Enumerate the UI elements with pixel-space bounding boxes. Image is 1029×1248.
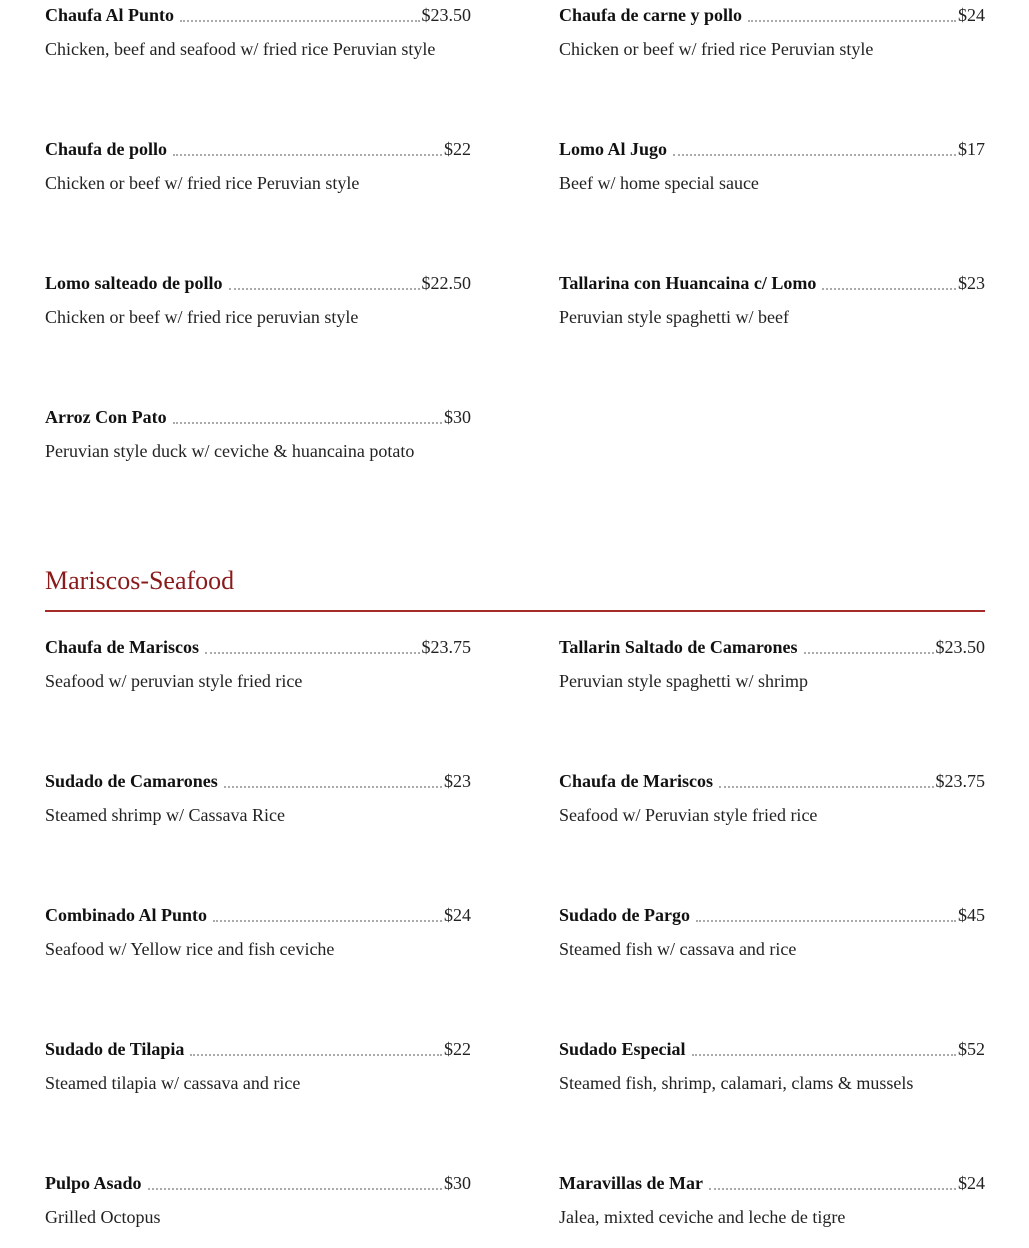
- menu-item-description: Peruvian style spaghetti w/ beef: [559, 307, 789, 327]
- menu-item: [559, 1168, 985, 1238]
- menu-item-description: Grilled Octopus: [45, 1207, 161, 1227]
- menu-item: [559, 900, 985, 970]
- dotted-leader: [822, 288, 956, 290]
- menu-item-header: [559, 268, 985, 298]
- menu-item: [45, 268, 471, 338]
- menu-item-header: [559, 632, 985, 662]
- dotted-leader: [205, 652, 420, 654]
- menu-item: [45, 402, 471, 472]
- menu-item-description: Steamed shrimp w/ Cassava Rice: [45, 805, 285, 825]
- dotted-leader: [748, 20, 956, 22]
- dotted-leader: [213, 920, 442, 922]
- menu-item-name: Lomo Al Jugo: [559, 139, 668, 159]
- menu-item-description: Peruvian style duck w/ ceviche & huancaina potato: [45, 441, 415, 461]
- menu-item-name: Sudado de Camarones: [45, 771, 218, 791]
- menu-item-name: Arroz Con Pato: [45, 407, 167, 427]
- dotted-leader: [224, 786, 442, 788]
- menu-item-name: Sudado Especial: [559, 1039, 686, 1059]
- menu-item: [45, 0, 471, 70]
- menu-item: [559, 134, 985, 204]
- dotted-leader: [673, 154, 956, 156]
- menu-item-description: Chicken or beef w/ fried rice peruvian style: [45, 307, 359, 327]
- menu-item-name: Chaufa de carne y pollo: [559, 5, 743, 25]
- menu-item-header: [45, 1034, 471, 1064]
- dotted-leader: [173, 422, 442, 424]
- menu-item-header: [45, 134, 471, 164]
- dotted-leader: [804, 652, 934, 654]
- menu-item-price: $23.75: [421, 637, 471, 657]
- menu-item-price: $22: [444, 139, 471, 159]
- menu-item: [559, 1034, 985, 1104]
- menu-item-price: $30: [444, 407, 471, 427]
- menu-item-header: [45, 632, 471, 662]
- menu-item: [45, 632, 471, 702]
- menu-item: [559, 632, 985, 702]
- menu-item-header: [45, 268, 471, 298]
- dotted-leader: [148, 1188, 442, 1190]
- menu-item-description: Seafood w/ peruvian style fried rice: [45, 671, 303, 691]
- menu-item-name: Tallarina con Huancaina c/ Lomo: [559, 273, 817, 293]
- dotted-leader: [692, 1054, 956, 1056]
- menu-item-price: $23.50: [421, 5, 471, 25]
- dotted-leader: [229, 288, 420, 290]
- dotted-leader: [696, 920, 956, 922]
- menu-item-name: Sudado de Tilapia: [45, 1039, 185, 1059]
- menu-item-header: [559, 900, 985, 930]
- menu-item-price: $24: [958, 1173, 985, 1193]
- menu-item: [45, 1034, 471, 1104]
- menu-item-price: $24: [444, 905, 471, 925]
- dotted-leader: [173, 154, 442, 156]
- menu-item-description: Seafood w/ Yellow rice and fish ceviche: [45, 939, 335, 959]
- menu-item-name: Pulpo Asado: [45, 1173, 142, 1193]
- menu-item-header: [45, 0, 471, 30]
- menu-item-description: Peruvian style spaghetti w/ shrimp: [559, 671, 808, 691]
- menu-item-header: [559, 766, 985, 796]
- menu-item-description: Steamed fish, shrimp, calamari, clams & mussels: [559, 1073, 914, 1093]
- dotted-leader: [719, 786, 934, 788]
- section-title-seafood: Mariscos-Seafood: [45, 566, 235, 595]
- menu-item-header: [45, 1168, 471, 1198]
- menu-item: [559, 0, 985, 70]
- menu-item-name: Maravillas de Mar: [559, 1173, 703, 1193]
- menu-item-price: $22.50: [421, 273, 471, 293]
- menu-item-name: Sudado de Pargo: [559, 905, 691, 925]
- menu-item: [45, 766, 471, 836]
- menu-item-name: Chaufa de pollo: [45, 139, 168, 159]
- menu-item-header: [45, 402, 471, 432]
- menu-item: [45, 134, 471, 204]
- dotted-leader: [709, 1188, 956, 1190]
- menu-item-name: Tallarin Saltado de Camarones: [559, 637, 798, 657]
- menu-item-price: $23.75: [935, 771, 985, 791]
- menu-item: [45, 900, 471, 970]
- section-divider: [45, 610, 985, 612]
- menu-item-price: $30: [444, 1173, 471, 1193]
- menu-item-description: Beef w/ home special sauce: [559, 173, 759, 193]
- menu-item-price: $23: [958, 273, 985, 293]
- menu-item-header: [559, 1034, 985, 1064]
- menu-item-name: Chaufa de Mariscos: [45, 637, 199, 657]
- menu-item-description: Seafood w/ Peruvian style fried rice: [559, 805, 818, 825]
- menu-item-description: Steamed tilapia w/ cassava and rice: [45, 1073, 301, 1093]
- menu-item-price: $17: [958, 139, 985, 159]
- menu-item-price: $23: [444, 771, 471, 791]
- menu-item-name: Chaufa Al Punto: [45, 5, 175, 25]
- menu-item: [45, 1168, 471, 1238]
- menu-item-price: $24: [958, 5, 985, 25]
- dotted-leader: [190, 1054, 442, 1056]
- menu-item: [559, 268, 985, 338]
- menu-item-description: Steamed fish w/ cassava and rice: [559, 939, 797, 959]
- menu-item-header: [45, 900, 471, 930]
- menu-item-description: Chicken or beef w/ fried rice Peruvian style: [559, 39, 874, 59]
- menu-item-header: [559, 0, 985, 30]
- menu-item-description: Chicken or beef w/ fried rice Peruvian style: [45, 173, 360, 193]
- menu-item-price: $22: [444, 1039, 471, 1059]
- menu-item-price: $52: [958, 1039, 985, 1059]
- menu-item-name: Chaufa de Mariscos: [559, 771, 713, 791]
- menu-item-description: Chicken, beef and seafood w/ fried rice Peruvian style: [45, 39, 436, 59]
- menu-item-price: $23.50: [935, 637, 985, 657]
- menu-item-header: [559, 1168, 985, 1198]
- menu-item-name: Lomo salteado de pollo: [45, 273, 223, 293]
- menu-item-header: [559, 134, 985, 164]
- dotted-leader: [180, 20, 419, 22]
- menu-item-price: $45: [958, 905, 985, 925]
- menu-item-header: [45, 766, 471, 796]
- menu-item-description: Jalea, mixted ceviche and leche de tigre: [559, 1207, 846, 1227]
- menu-item: [559, 766, 985, 836]
- menu-item-name: Combinado Al Punto: [45, 905, 208, 925]
